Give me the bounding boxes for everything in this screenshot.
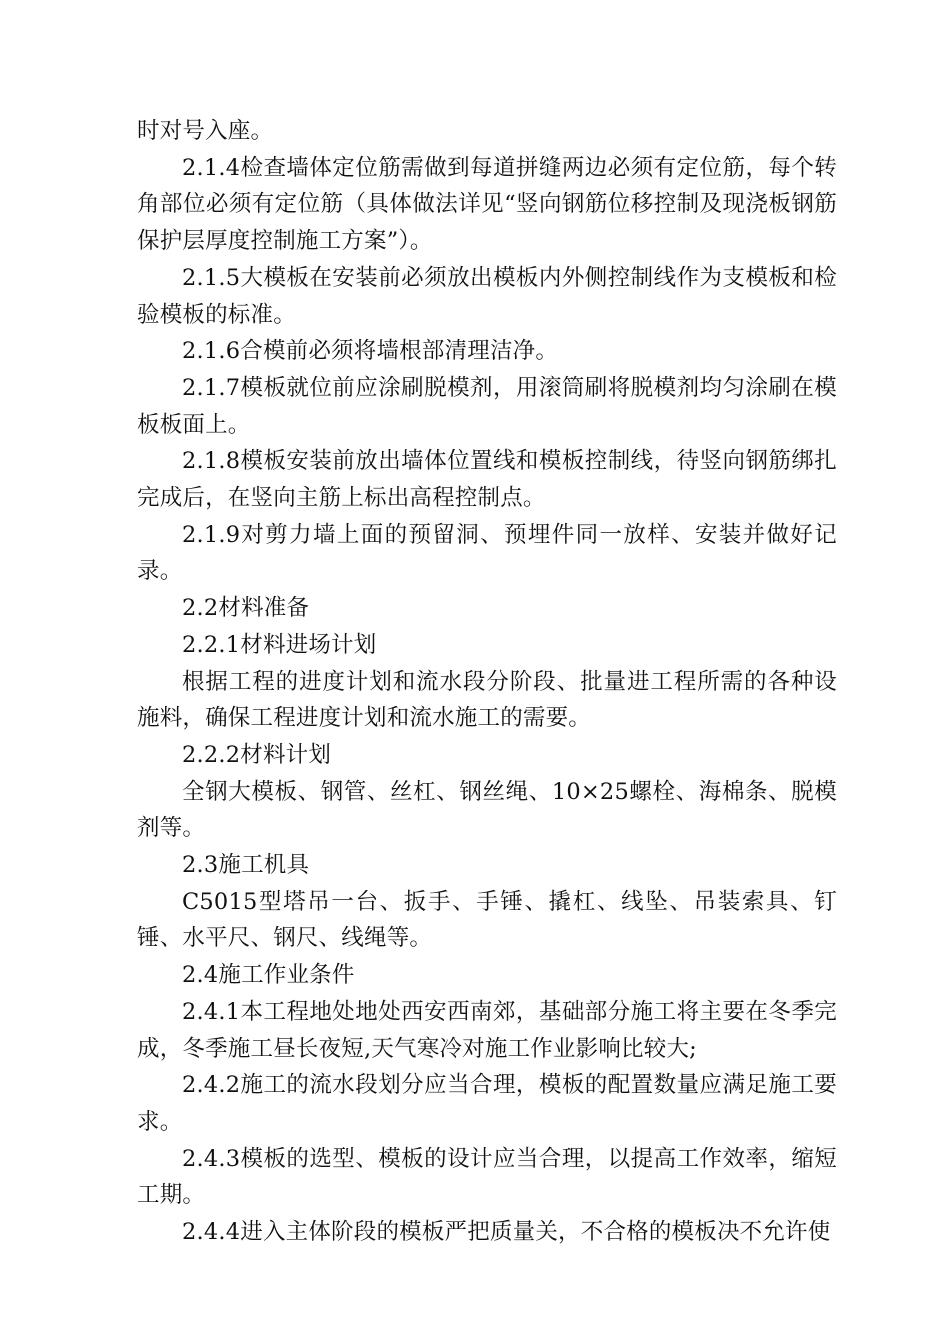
heading-2-2-1: 2.2.1材料进场计划 — [182, 631, 377, 658]
paragraph-2-1-9: 2.1.9对剪力墙上面的预留洞、预埋件同一放样、安装并做好记录。 — [137, 521, 837, 585]
paragraph-2-4-1: 2.4.1本工程地处地处西安西南郊，基础部分施工将主要在冬季完成，冬季施工昼长夜短,天气寒冷对施工作业影响比较大; — [137, 998, 837, 1062]
paragraph-2-1-7: 2.1.7模板就位前应涂刷脱模剂，用滚筒刷将脱模剂均匀涂刷在模板板面上。 — [137, 374, 837, 438]
paragraph-material-list: 全钢大模板、钢管、丝杠、钢丝绳、10×25螺栓、海棉条、脱模剂等。 — [137, 778, 837, 842]
heading-2-4: 2.4施工作业条件 — [182, 962, 355, 989]
paragraph-2-4-3: 2.4.3模板的选型、模板的设计应当合理，以提高工作效率，缩短工期。 — [137, 1145, 837, 1209]
heading-2-2-2: 2.2.2材料计划 — [182, 741, 332, 768]
document-body — [137, 113, 837, 1251]
paragraph-2-1-8: 2.1.8模板安装前放出墙体位置线和模板控制线，待竖向钢筋绑扎完成后，在竖向主筋上标出高程控制点。 — [137, 448, 837, 512]
paragraph-2-4-2: 2.4.2施工的流水段划分应当合理，模板的配置数量应满足施工要求。 — [137, 1072, 837, 1135]
paragraph-tools-list: C5015型塔吊一台、扳手、手锤、撬杠、线坠、吊装索具、钉锤、水平尺、钢尺、线绳等。 — [137, 888, 837, 952]
paragraph-2-1-5: 2.1.5大模板在安装前必须放出模板内外侧控制线作为支模板和检验模板的标准。 — [137, 264, 837, 328]
paragraph-material-schedule: 根据工程的进度计划和流水段分阶段、批量进工程所需的各种设施料，确保工程进度计划和流水施工的需要。 — [137, 668, 837, 732]
paragraph-2-1-6: 2.1.6合模前必须将墙根部清理洁净。 — [182, 338, 559, 365]
heading-2-2: 2.2材料准备 — [182, 595, 310, 622]
paragraph-2-1-4: 2.1.4检查墙体定位筋需做到每道拼缝两边必须有定位筋，每个转角部位必须有定位筋（具体做法详见“竖向钢筋位移控制及现浇板钢筋保护层厚度控制施工方案”）。 — [137, 154, 837, 255]
heading-2-3: 2.3施工机具 — [182, 852, 310, 879]
paragraph-2-4-4: 2.4.4进入主体阶段的模板严把质量关，不合格的模板决不允许使 — [182, 1219, 831, 1246]
paragraph-continuation: 时对号入座。 — [137, 118, 274, 144]
